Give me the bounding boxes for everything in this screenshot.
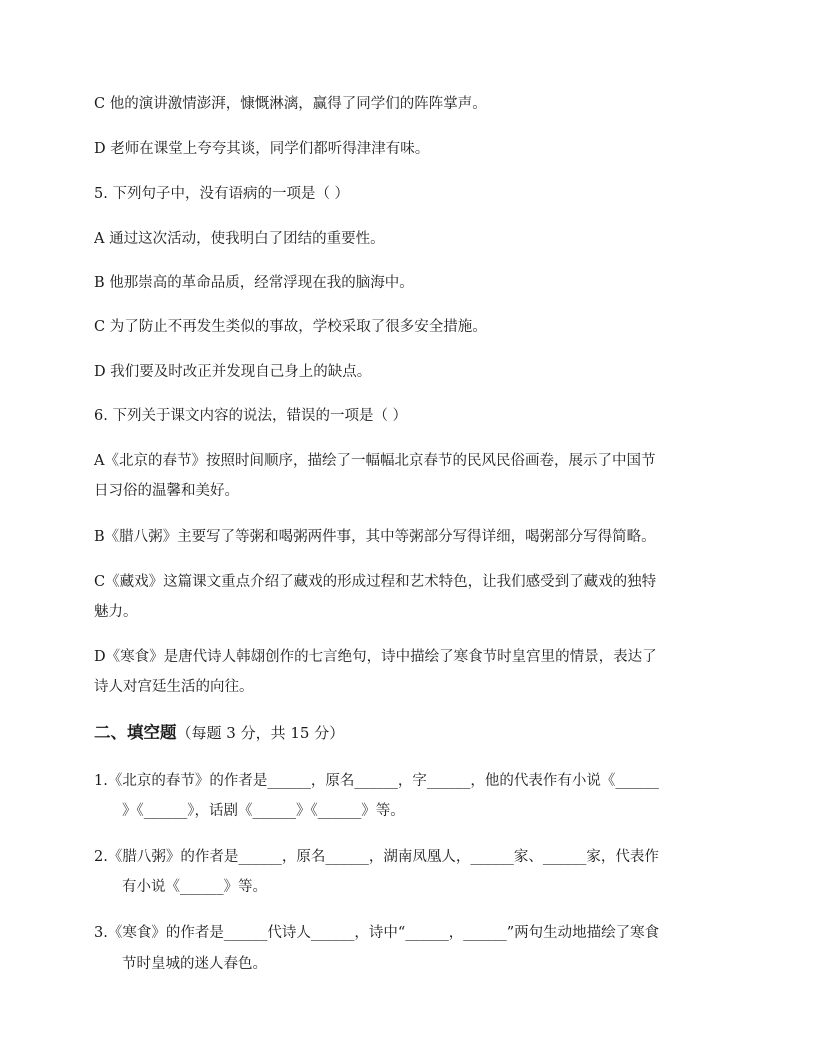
fill-1-line1: 1.《北京的春节》的作者是______，原名______，字______，他的代表作有小说《______: [94, 773, 659, 789]
q6-option-c-line2: 魅力。: [94, 604, 138, 620]
q5-option-c: C 为了防止不再发生类似的事故，学校采取了很多安全措施。: [94, 319, 487, 335]
q5-option-d: D 我们要及时改正并发现自己身上的缺点。: [94, 364, 372, 380]
section-2-heading: [94, 722, 724, 744]
section-2-title: 二、填空题: [94, 723, 177, 742]
fill-2-line2: 有小说《______》等。: [122, 879, 267, 895]
q6-option-c-line1: C《藏戏》这篇课文重点介绍了藏戏的形成过程和艺术特色，让我们感受到了藏戏的独特: [94, 574, 657, 590]
q5-option-a: A 通过这次活动，使我明白了团结的重要性。: [94, 231, 385, 247]
fill-3-line1: 3.《寒食》的作者是______代诗人______，诗中“______，______”两句生动地描绘了寒食: [94, 925, 660, 941]
fill-3-line2: 节时皇城的迷人春色。: [122, 956, 267, 972]
q5-option-b: B 他那崇高的革命品质，经常浮现在我的脑海中。: [94, 275, 414, 291]
fill-2-line1: 2.《腊八粥》的作者是______，原名______，湖南凤凰人，______家、______家，代表作: [94, 849, 659, 865]
fill-1-line2: 》《______》，话剧《______》《______》等。: [122, 803, 405, 819]
q4-option-c: C 他的演讲激情澎湃，慷慨淋漓，赢得了同学们的阵阵掌声。: [94, 96, 487, 112]
q6-option-d-line2: 诗人对宫廷生活的向往。: [94, 679, 254, 695]
q6-stem: 6. 下列关于课文内容的说法，错误的一项是（ ）: [94, 408, 408, 424]
q6-option-a-line1: A《北京的春节》按照时间顺序，描绘了一幅幅北京春节的民风民俗画卷，展示了中国节: [94, 453, 656, 469]
q6-option-b: B《腊八粥》主要写了等粥和喝粥两件事，其中等粥部分写得详细，喝粥部分写得简略。: [94, 529, 656, 545]
q4-option-d: D 老师在课堂上夸夸其谈，同学们都听得津津有味。: [94, 141, 430, 157]
q5-stem: 5. 下列句子中，没有语病的一项是（ ）: [94, 186, 350, 202]
section-2-score-note: （每题 3 分，共 15 分）: [176, 724, 345, 742]
q6-option-d-line1: D《寒食》是唐代诗人韩翃创作的七言绝句，诗中描绘了寒食节时皇宫里的情景，表达了: [94, 649, 657, 665]
q6-option-a-line2: 日习俗的温馨和美好。: [94, 483, 239, 499]
